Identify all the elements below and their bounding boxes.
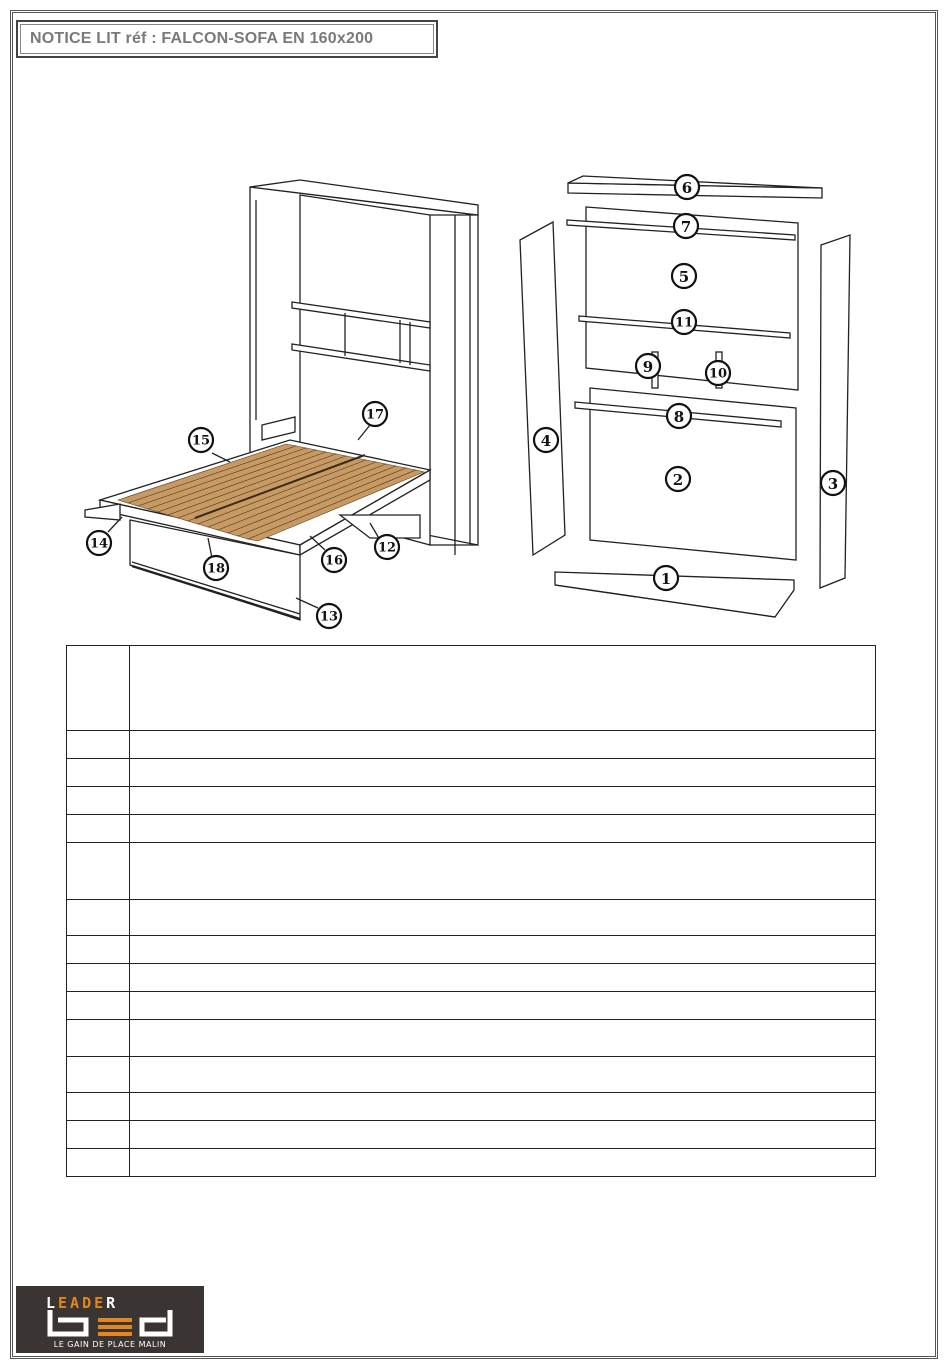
part-number-cell — [67, 1121, 130, 1149]
part-description-cell — [130, 1057, 876, 1093]
logo-wordmark: LEADER — [46, 1294, 119, 1312]
assembled-bed-illustration — [85, 180, 478, 620]
callout-15 — [189, 428, 213, 452]
part-description-cell — [130, 759, 876, 787]
table-row — [67, 1093, 876, 1121]
part-number-cell — [67, 1149, 130, 1177]
table-row — [67, 843, 876, 900]
part-description-cell — [130, 1149, 876, 1177]
callout-3 — [821, 471, 845, 495]
callout-12 — [375, 535, 399, 559]
svg-text:11: 11 — [674, 315, 694, 331]
part-number-cell — [67, 646, 130, 731]
table-row — [67, 1057, 876, 1093]
part-description-cell — [130, 1093, 876, 1121]
part-number-cell — [67, 843, 130, 900]
table-row — [67, 964, 876, 992]
svg-text:1: 1 — [660, 570, 672, 588]
table-row — [67, 759, 876, 787]
callout-4 — [534, 428, 558, 452]
callout-10 — [706, 361, 730, 385]
svg-text:9: 9 — [642, 358, 654, 376]
svg-text:17: 17 — [365, 407, 385, 423]
callout-14 — [87, 531, 111, 555]
part-number-cell — [67, 759, 130, 787]
svg-text:3: 3 — [827, 475, 839, 493]
part-number-cell — [67, 992, 130, 1020]
part-number-cell — [67, 815, 130, 843]
part-number-cell — [67, 731, 130, 759]
table-row — [67, 1121, 876, 1149]
svg-text:7: 7 — [680, 218, 692, 236]
callout-9 — [636, 354, 660, 378]
part-description-cell — [130, 843, 876, 900]
part-description-cell — [130, 646, 876, 731]
part-number-cell — [67, 964, 130, 992]
part-number-cell — [67, 1020, 130, 1057]
part-number-cell — [67, 936, 130, 964]
part-number-cell — [67, 1057, 130, 1093]
part-description-cell — [130, 815, 876, 843]
callout-7 — [674, 214, 698, 238]
svg-text:14: 14 — [89, 536, 109, 552]
table-row — [67, 1149, 876, 1177]
part-description-cell — [130, 1121, 876, 1149]
table-row — [67, 992, 876, 1020]
logo-bed-mark — [46, 1308, 174, 1338]
table-row — [67, 1020, 876, 1057]
callout-8 — [667, 404, 691, 428]
svg-text:15: 15 — [191, 433, 211, 449]
leaderbed-logo — [16, 1286, 204, 1353]
callout-17 — [363, 402, 387, 426]
part-description-cell — [130, 900, 876, 936]
callout-13 — [317, 604, 341, 628]
callout-5 — [672, 264, 696, 288]
part-number-cell — [67, 1093, 130, 1121]
svg-text:5: 5 — [678, 268, 690, 286]
part-description-cell — [130, 787, 876, 815]
part-description-cell — [130, 964, 876, 992]
svg-text:18: 18 — [206, 561, 226, 577]
part-number-cell — [67, 787, 130, 815]
part-description-cell — [130, 731, 876, 759]
assembly-drawing — [0, 0, 950, 640]
callout-2 — [666, 467, 690, 491]
svg-text:6: 6 — [681, 179, 693, 197]
part-number-cell — [67, 900, 130, 936]
table-row — [67, 646, 876, 731]
svg-text:4: 4 — [540, 432, 552, 450]
part-description-cell — [130, 936, 876, 964]
callout-1 — [654, 566, 678, 590]
svg-text:8: 8 — [673, 408, 685, 426]
svg-text:13: 13 — [319, 609, 339, 625]
table-row — [67, 936, 876, 964]
table-row — [67, 815, 876, 843]
document-title: NOTICE LIT réf : FALCON-SOFA EN 160x200 — [30, 30, 374, 47]
table-row — [67, 787, 876, 815]
svg-text:10: 10 — [708, 366, 728, 382]
callout-11 — [672, 310, 696, 334]
callout-6 — [675, 175, 699, 199]
svg-text:2: 2 — [672, 471, 684, 489]
parts-table — [66, 645, 876, 1177]
part-description-cell — [130, 992, 876, 1020]
svg-text:16: 16 — [324, 553, 344, 569]
svg-text:12: 12 — [377, 540, 397, 556]
table-row — [67, 900, 876, 936]
logo-tagline: LE GAIN DE PLACE MALIN — [53, 1340, 167, 1349]
part-description-cell — [130, 1020, 876, 1057]
exploded-parts-illustration — [520, 176, 850, 617]
callout-18 — [204, 556, 228, 580]
table-row — [67, 731, 876, 759]
callout-16 — [322, 548, 346, 572]
